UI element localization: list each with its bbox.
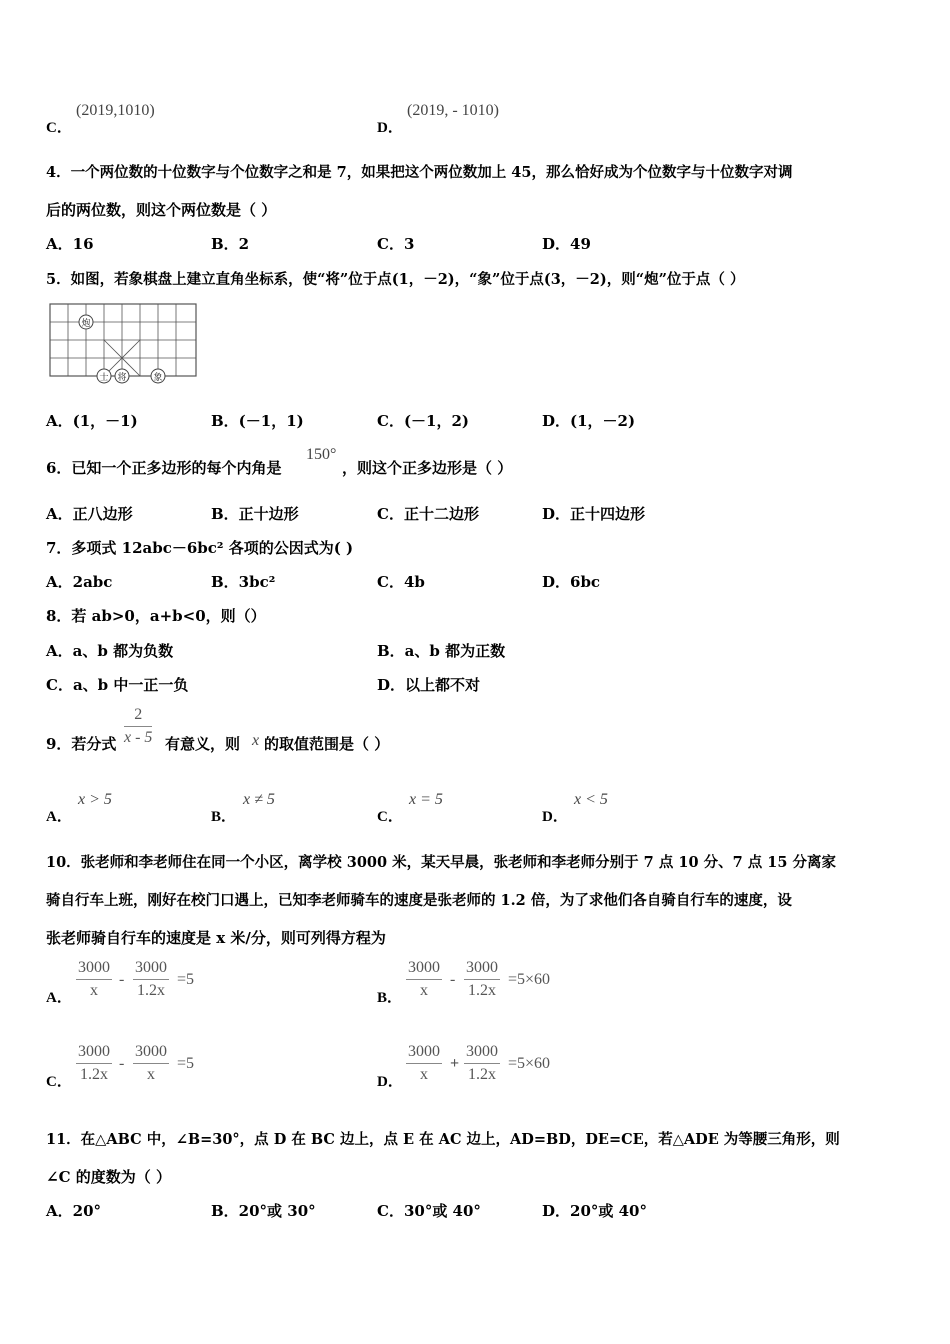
q10-option-c-operator: - xyxy=(119,1055,125,1072)
q9-option-d-value: x < 5 xyxy=(574,791,608,808)
q10-option-c-denominator2: x xyxy=(147,1066,155,1083)
q10-option-d-operator: + xyxy=(450,1055,460,1072)
q10-option-c-fraction1 xyxy=(76,1043,112,1084)
q9-variable: x xyxy=(252,732,260,749)
q9-option-a-label: A． xyxy=(46,809,72,825)
q10-option-b-label: B． xyxy=(377,990,403,1006)
svg-text:将: 将 xyxy=(117,373,127,383)
q8-option-c: C．a、b 中一正一负 xyxy=(46,676,189,694)
q10-option-a-numerator2: 3000 xyxy=(133,959,169,980)
option-c-value: (2019,1010) xyxy=(76,102,155,119)
q11-stem-line2: ∠C 的度数为（ ） xyxy=(46,1168,171,1186)
q10-option-a-fraction2 xyxy=(133,959,169,1000)
q6-option-a: A．正八边形 xyxy=(46,505,133,523)
q9-option-b-value: x ≠ 5 xyxy=(243,791,275,808)
q4-stem-line2: 后的两位数，则这个两位数是（ ） xyxy=(46,201,277,219)
q10-option-c-numerator2: 3000 xyxy=(133,1043,169,1064)
q10-option-d-denominator1: x xyxy=(420,1066,428,1083)
q10-option-b-rhs: =5×60 xyxy=(508,971,551,988)
q11-option-d: D．20°或 40° xyxy=(542,1202,647,1220)
q10-option-b-fraction1 xyxy=(406,959,442,1000)
q10-option-d-label: D． xyxy=(377,1074,403,1090)
q9-stem-after: 的取值范围是（ ） xyxy=(264,735,390,753)
piece-shi xyxy=(97,369,111,383)
svg-text:象: 象 xyxy=(153,373,163,383)
q4-option-b: B．2 xyxy=(211,235,250,253)
q9-fraction xyxy=(124,706,152,747)
q11-option-a: A．20° xyxy=(46,1202,102,1220)
q8-option-d: D．以上都不对 xyxy=(377,676,481,694)
q9-option-b-label: B． xyxy=(211,809,237,825)
q9-option-d-label: D． xyxy=(542,809,568,825)
q4-option-a: A．16 xyxy=(46,235,94,253)
q8-option-b: B．a、b 都为正数 xyxy=(377,642,506,660)
q11-option-c: C．30°或 40° xyxy=(377,1202,481,1220)
q10-option-b-fraction2 xyxy=(464,959,500,1000)
q10-option-c-numerator1: 3000 xyxy=(76,1043,112,1064)
q7-stem: 7．多项式 12abc－6bc² 各项的公因式为( ) xyxy=(46,539,354,557)
q8-stem: 8．若 ab>0，a+b<0，则（） xyxy=(46,607,266,625)
q4-stem-line1: 4．一个两位数的十位数字与个位数字之和是 7，如果把这个两位数加上 45，那么恰好成为个位数字与十位数字对调 xyxy=(46,164,793,181)
q10-option-a-denominator1: x xyxy=(90,982,98,999)
q9-option-a-value: x > 5 xyxy=(78,791,112,808)
q5-stem: 5．如图，若象棋盘上建立直角坐标系，使“将”位于点(1，－2)，“象”位于点(3，－2)，则“炮”位于点（ ） xyxy=(46,271,745,288)
q10-option-d-numerator1: 3000 xyxy=(406,1043,442,1064)
q10-option-a-operator: - xyxy=(119,971,125,988)
q10-option-d-fraction2 xyxy=(464,1043,500,1084)
q10-option-d-denominator2: 1.2x xyxy=(468,1066,496,1083)
q10-stem-line3: 张老师骑自行车的速度是 x 米/分，则可列得方程为 xyxy=(46,929,386,947)
q10-option-b-denominator2: 1.2x xyxy=(468,982,496,999)
q9-stem-before: 9．若分式 xyxy=(46,735,117,753)
q10-option-b-numerator1: 3000 xyxy=(406,959,442,980)
q11-option-b: B．20°或 30° xyxy=(211,1202,316,1220)
q10-stem-line1: 10．张老师和李老师住在同一个小区，离学校 3000 米，某天早晨，张老师和李老师分别于 7 点 10 分、7 点 15 分离家 xyxy=(46,854,836,871)
svg-text:炮: 炮 xyxy=(81,319,91,329)
q10-option-d-numerator2: 3000 xyxy=(464,1043,500,1064)
q10-option-c-denominator1: 1.2x xyxy=(80,1066,108,1083)
q6-angle: 150° xyxy=(306,446,337,463)
q6-option-d: D．正十四边形 xyxy=(542,505,646,523)
q10-option-b-denominator1: x xyxy=(420,982,428,999)
q6-option-b: B．正十边形 xyxy=(211,505,299,523)
q6-option-c: C．正十二边形 xyxy=(377,505,479,523)
q7-option-d: D．6bc xyxy=(542,573,601,591)
q7-option-b: B．3bc² xyxy=(211,573,276,591)
option-c-label: C． xyxy=(46,120,72,136)
option-d-label: D． xyxy=(377,120,403,136)
q9-fraction-numerator: 2 xyxy=(124,706,152,727)
option-d-value: (2019, - 1010) xyxy=(407,102,499,119)
q4-option-c: C．3 xyxy=(377,235,415,253)
piece-jiang xyxy=(115,369,129,383)
q5-option-b: B．(－1，1) xyxy=(211,412,304,430)
q10-option-b-numerator2: 3000 xyxy=(464,959,500,980)
q6-stem-after: ，则这个正多边形是（ ） xyxy=(342,459,513,477)
q10-option-a-fraction1 xyxy=(76,959,112,1000)
q10-option-c-label: C． xyxy=(46,1074,72,1090)
piece-xiang xyxy=(151,369,165,383)
q9-stem-mid: 有意义，则 xyxy=(165,735,241,753)
chessboard-figure xyxy=(48,302,200,384)
svg-text:士: 士 xyxy=(99,373,109,383)
q10-stem-line2: 骑自行车上班，刚好在校门口遇上，已知李老师骑车的速度是张老师的 1.2 倍，为了求他们各自骑自行车的速度，设 xyxy=(46,892,792,909)
q10-option-b-operator: - xyxy=(450,971,456,988)
q10-option-a-rhs: =5 xyxy=(177,971,195,988)
q10-option-c-rhs: =5 xyxy=(177,1055,195,1072)
q9-fraction-denominator: x - 5 xyxy=(124,729,153,746)
q9-option-c-label: C． xyxy=(377,809,403,825)
q7-option-c: C．4b xyxy=(377,573,425,591)
q10-option-a-denominator2: 1.2x xyxy=(137,982,165,999)
q10-option-d-fraction1 xyxy=(406,1043,442,1084)
q5-option-d: D．(1，－2) xyxy=(542,412,636,430)
q5-option-c: C．(－1，2) xyxy=(377,412,470,430)
q10-option-d-rhs: =5×60 xyxy=(508,1055,551,1072)
piece-pao xyxy=(79,315,93,329)
q11-stem-line1: 11．在△ABC 中，∠B=30°，点 D 在 BC 边上，点 E 在 AC 边上，AD=BD，DE=CE，若△ADE 为等腰三角形，则 xyxy=(46,1131,840,1148)
q4-option-d: D．49 xyxy=(542,235,591,253)
q9-option-c-value: x = 5 xyxy=(409,791,443,808)
q8-option-a: A．a、b 都为负数 xyxy=(46,642,174,660)
q6-stem-before: 6．已知一个正多边形的每个内角是 xyxy=(46,459,282,477)
q10-option-a-label: A． xyxy=(46,990,72,1006)
q5-option-a: A．(1，－1) xyxy=(46,412,138,430)
q7-option-a: A．2abc xyxy=(46,573,113,591)
q10-option-a-numerator1: 3000 xyxy=(76,959,112,980)
q10-option-c-fraction2 xyxy=(133,1043,169,1084)
